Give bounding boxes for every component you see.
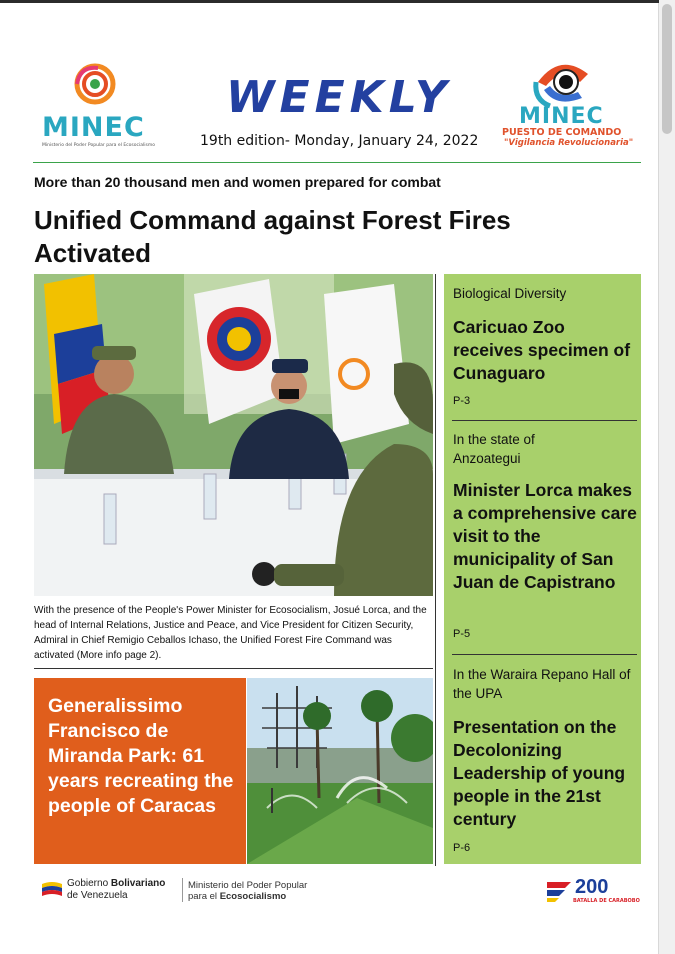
park-photo: [247, 678, 433, 864]
column-divider: [435, 274, 436, 866]
command-post-eye-logo: [530, 52, 600, 112]
footer-separator: [182, 878, 183, 902]
header-divider: [33, 162, 641, 163]
sidebar-item-page: P-6: [453, 842, 471, 854]
footer-ministry-line1: Ministerio del Poder Popular: [188, 880, 308, 891]
minec-logo-text: MINEC: [42, 112, 145, 143]
sidebar-item-category: In the Waraira Repano Hall of the UPA: [453, 667, 631, 701]
command-post-motto: "Vigilancia Revolucionaria": [504, 138, 634, 148]
edition-date: 19th edition- Monday, January 24, 2022: [200, 133, 479, 149]
caption-divider: [34, 668, 433, 669]
command-post-label: PUESTO DE COMANDO: [502, 127, 622, 138]
footer-gov-line2: de Venezuela: [67, 890, 128, 901]
bicentennial-subtitle: BATALLA DE CARABOBO: [573, 898, 640, 904]
footer-gov-line1: Gobierno Bolivariano: [67, 878, 166, 889]
minec-logo-subtitle: Ministerio del Poder Popular para el Ecosocialismo: [42, 143, 155, 148]
sidebar-divider: [452, 654, 637, 655]
sidebar-item-page: P-5: [453, 628, 471, 640]
sidebar-item-headline[interactable]: Presentation on the Decolonizing Leadership of young people in the 21st century: [453, 717, 626, 829]
lead-kicker: More than 20 thousand men and women prepared for combat: [34, 174, 441, 190]
lead-headline: Unified Command against Forest Fires Activated: [34, 205, 511, 268]
sidebar-item-category: Biological Diversity: [453, 286, 567, 301]
sidebar-divider: [452, 420, 637, 421]
scrollbar-thumb[interactable]: [662, 4, 672, 134]
gov-flag-icon: [40, 878, 64, 902]
bicentennial-stripes-icon: [545, 878, 575, 904]
sidebar-item-category: In the state of Anzoategui: [453, 432, 535, 466]
sidebar-item-page: P-3: [453, 395, 471, 407]
command-post-logo-text: MINEC: [519, 104, 604, 129]
lead-photo-caption: With the presence of the People's Power Minister for Ecosocialism, Josué Lorca, and the head of Internal Relations, Justice and Peace, and Vice President for Citizen Security, Admiral in Chief Remigio Ceballos Ichaso, the Unified Forest Fire Command was activated (More info page 2).: [34, 605, 427, 661]
bicentennial-logo: [545, 876, 640, 908]
lead-photo: [34, 274, 433, 596]
sidebar-item-headline[interactable]: Caricuao Zoo receives specimen of Cunaguaro: [453, 317, 631, 383]
feature-headline[interactable]: Generalissimo Francisco de Miranda Park: 61 years recreating the people of Caracas: [48, 695, 234, 817]
bicentennial-number: 200: [575, 876, 609, 898]
footer-ministry-line2: para el Ecosocialismo: [188, 891, 287, 902]
sidebar-item-headline[interactable]: Minister Lorca makes a comprehensive care visit to the municipality of San Juan de Capistrano: [453, 480, 637, 592]
viewer-top-bar: [0, 0, 675, 3]
masthead-title: WEEKLY: [226, 72, 452, 123]
vertical-scrollbar[interactable]: [659, 0, 675, 954]
